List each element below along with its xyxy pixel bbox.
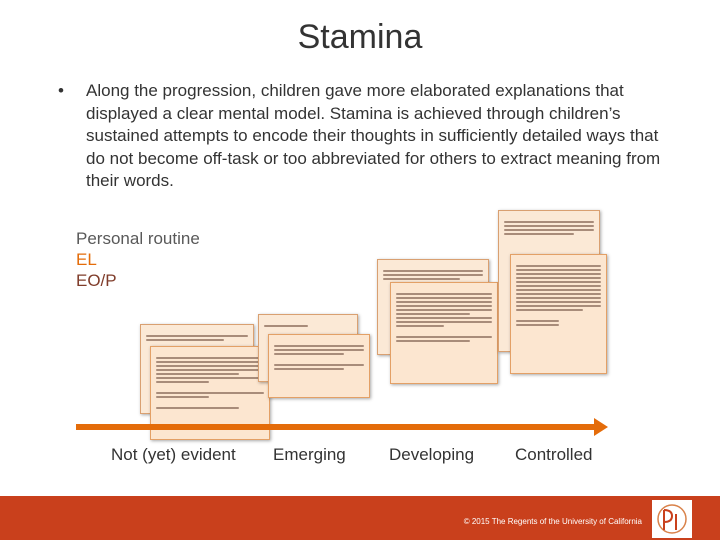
bullet-paragraph [58, 80, 668, 193]
progression-arrow-shaft [76, 424, 596, 430]
slide-title: Stamina [297, 18, 423, 56]
stage-developing: Developing [389, 445, 475, 464]
card-line [396, 340, 470, 342]
card-line [274, 349, 364, 351]
card-heading [274, 338, 364, 343]
card-line [516, 265, 601, 267]
card-line [504, 229, 594, 231]
card-line [383, 278, 460, 280]
card-line [156, 369, 264, 371]
card-line [396, 305, 492, 307]
card-line [383, 274, 483, 276]
card-line [264, 325, 308, 327]
legend-personal-routine: Personal routine [76, 229, 200, 248]
card-line [516, 281, 601, 283]
university-logo-icon [652, 500, 692, 538]
card-line [396, 313, 470, 315]
card-line [504, 233, 574, 235]
legend-el: EL [76, 250, 97, 269]
card-line [504, 225, 594, 227]
bullet-text: Along the progression, children gave more elaborated explanations that displayed a clear mental model. Stamina is achieved through children’s sustained attempts to encode their thoughts in sufficiently detailed ways that do not become off-task or too abbreviated for others to extract meaning from their words. [86, 81, 661, 190]
card-line [396, 297, 492, 299]
card-heading [383, 263, 483, 268]
card-heading [146, 328, 248, 333]
card-heading [156, 350, 264, 355]
card-line [156, 407, 239, 409]
card-line [516, 273, 601, 275]
stage-emerging: Emerging [273, 445, 346, 464]
card-line [156, 396, 209, 398]
card-line [396, 301, 492, 303]
card-line [146, 335, 248, 337]
card-line [146, 339, 224, 341]
copyright-text: © 2015 The Regents of the University of California [463, 517, 642, 526]
card-line [504, 221, 594, 223]
card-line [396, 317, 492, 319]
card-line [516, 301, 601, 303]
stage-not-yet-evident: Not (yet) evident [111, 445, 236, 464]
card-line [396, 336, 492, 338]
card-line [516, 293, 601, 295]
card-line [516, 285, 601, 287]
card-line [396, 309, 492, 311]
card-line [396, 293, 492, 295]
card-line [156, 357, 264, 359]
card-line [516, 289, 601, 291]
card-line [516, 269, 601, 271]
card-line [516, 297, 601, 299]
card-line [274, 345, 364, 347]
card-line [274, 364, 364, 366]
card-line [274, 368, 344, 370]
legend [76, 228, 200, 291]
card-line [516, 277, 601, 279]
card-line [396, 325, 444, 327]
card-heading [504, 214, 594, 219]
example-card-developing-front [390, 282, 498, 384]
example-card-controlled-front [510, 254, 607, 374]
example-card-emerging-front [268, 334, 370, 398]
card-line [156, 381, 209, 383]
card-heading [396, 286, 492, 291]
card-line [383, 270, 483, 272]
card-line [516, 305, 601, 307]
legend-eo-p: EO/P [76, 271, 117, 290]
card-line [156, 377, 264, 379]
card-line [274, 353, 344, 355]
bullet-marker: • [58, 81, 64, 100]
card-line [516, 324, 559, 326]
card-line [156, 361, 264, 363]
stage-controlled: Controlled [515, 445, 593, 464]
card-line [156, 392, 264, 394]
card-line [396, 321, 492, 323]
card-line [516, 309, 583, 311]
card-line [156, 365, 264, 367]
card-heading [516, 258, 601, 263]
card-line [516, 320, 559, 322]
card-line [156, 373, 239, 375]
progression-arrow-head [594, 418, 608, 436]
card-heading [264, 318, 352, 323]
